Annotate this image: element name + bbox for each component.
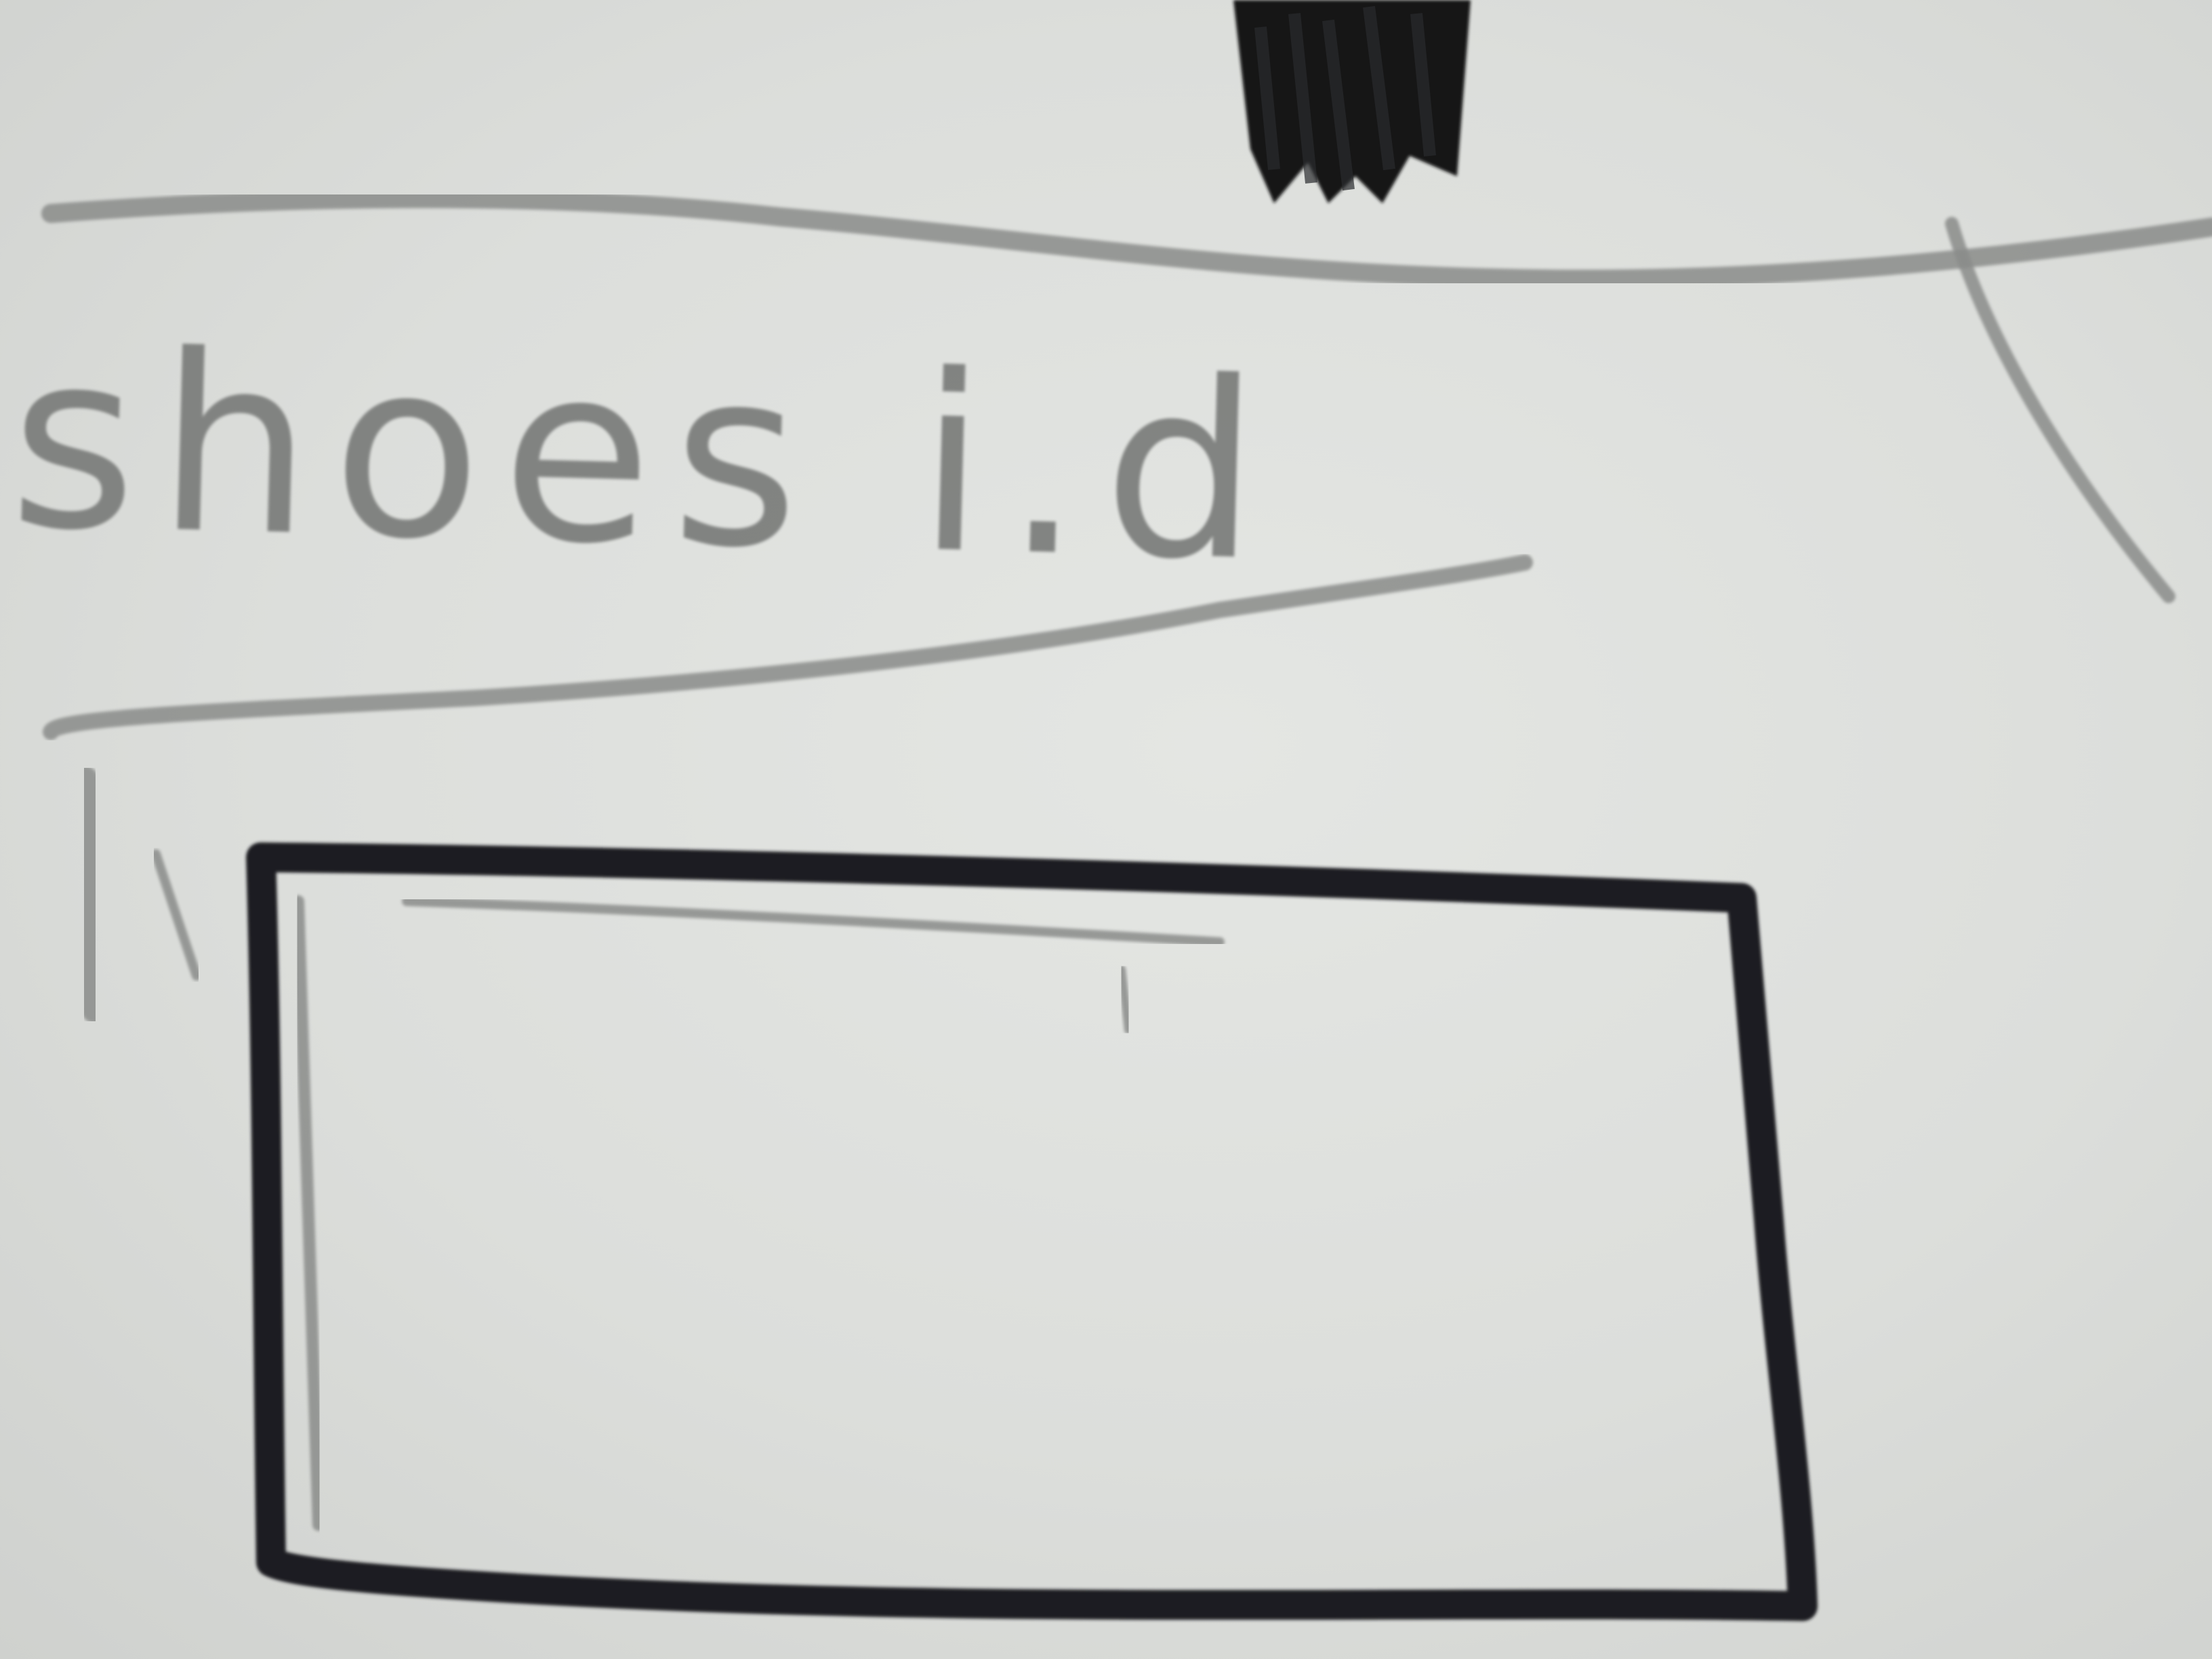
- empty-input-box[interactable]: [261, 857, 1803, 1606]
- field-label: shoes i.d: [6, 298, 1283, 615]
- left-pencil-mark: [85, 779, 95, 1010]
- left-pencil-tick: [156, 854, 197, 976]
- header-rule-tick: [1952, 224, 2169, 596]
- header-rule-line: [51, 199, 2212, 279]
- top-marker-scribble: [1233, 0, 1471, 203]
